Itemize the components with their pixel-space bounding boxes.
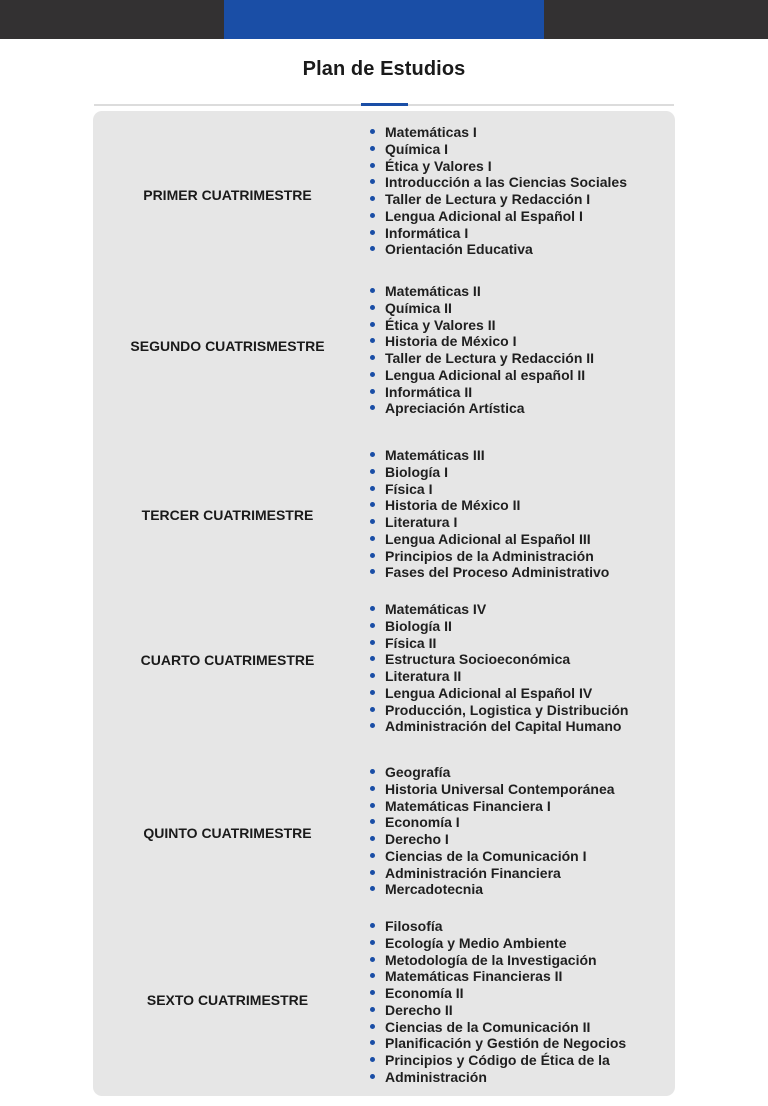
course-item: Administración (370, 1069, 626, 1086)
course-item: Historia Universal Contemporánea (370, 781, 615, 798)
course-item: Ciencias de la Comunicación II (370, 1019, 626, 1036)
title-divider-accent (361, 103, 408, 106)
course-item: Historia de México II (370, 497, 609, 514)
course-item: Mercadotecnia (370, 881, 615, 898)
course-item: Física II (370, 635, 628, 652)
course-item: Producción, Logistica y Distribución (370, 702, 628, 719)
semester-label: TERCER CUATRIMESTRE (141, 507, 314, 523)
course-item: Informática I (370, 225, 627, 242)
course-item: Derecho I (370, 831, 615, 848)
semester-label: SEXTO CUATRIMESTRE (146, 992, 309, 1008)
course-list (370, 601, 628, 735)
page-title: Plan de Estudios (302, 58, 466, 80)
course-item: Química II (370, 300, 594, 317)
semester-label: SEGUNDO CUATRISMESTRE (130, 338, 325, 354)
course-list (370, 283, 594, 417)
course-item: Literatura I (370, 514, 609, 531)
course-list (370, 124, 627, 258)
course-item: Física I (370, 481, 609, 498)
course-item: Ética y Valores I (370, 158, 627, 175)
course-item: Lengua Adicional al español II (370, 367, 594, 384)
course-item: Principios de la Administración (370, 548, 609, 565)
course-item: Historia de México I (370, 333, 594, 350)
course-item: Matemáticas IV (370, 601, 628, 618)
course-item: Administración Financiera (370, 865, 615, 882)
course-item: Economía II (370, 985, 626, 1002)
course-item: Matemáticas II (370, 283, 594, 300)
semester-label: CUARTO CUATRIMESTRE (140, 652, 315, 668)
course-item: Ciencias de la Comunicación I (370, 848, 615, 865)
course-item: Química I (370, 141, 627, 158)
course-item: Metodología de la Investigación (370, 952, 626, 969)
course-item: Literatura II (370, 668, 628, 685)
course-item: Lengua Adicional al Español I (370, 208, 627, 225)
course-item: Geografía (370, 764, 615, 781)
course-item: Apreciación Artística (370, 400, 594, 417)
course-item: Informática II (370, 384, 594, 401)
course-item: Matemáticas III (370, 447, 609, 464)
course-item: Matemáticas Financiera I (370, 798, 615, 815)
course-item: Principios y Código de Ética de la (370, 1052, 626, 1069)
course-list (370, 918, 626, 1086)
course-item: Filosofía (370, 918, 626, 935)
course-item: Economía I (370, 814, 615, 831)
course-item: Matemáticas Financieras II (370, 968, 626, 985)
course-item: Planificación y Gestión de Negocios (370, 1035, 626, 1052)
course-item: Administración del Capital Humano (370, 718, 628, 735)
semester-label: QUINTO CUATRIMESTRE (143, 825, 312, 841)
course-item: Biología II (370, 618, 628, 635)
course-item: Introducción a las Ciencias Sociales (370, 174, 627, 191)
course-item: Lengua Adicional al Español III (370, 531, 609, 548)
course-item: Orientación Educativa (370, 241, 627, 258)
course-item: Ecología y Medio Ambiente (370, 935, 626, 952)
course-item: Fases del Proceso Administrativo (370, 564, 609, 581)
course-item: Ética y Valores II (370, 317, 594, 334)
semester-label: PRIMER CUATRIMESTRE (143, 187, 312, 203)
course-item: Taller de Lectura y Redacción II (370, 350, 594, 367)
course-item: Biología I (370, 464, 609, 481)
course-item: Estructura Socioeconómica (370, 651, 628, 668)
course-list (370, 764, 615, 898)
course-list (370, 447, 609, 581)
course-item: Derecho II (370, 1002, 626, 1019)
course-item: Taller de Lectura y Redacción I (370, 191, 627, 208)
top-bar-accent (224, 0, 544, 39)
course-item: Matemáticas I (370, 124, 627, 141)
course-item: Lengua Adicional al Español IV (370, 685, 628, 702)
